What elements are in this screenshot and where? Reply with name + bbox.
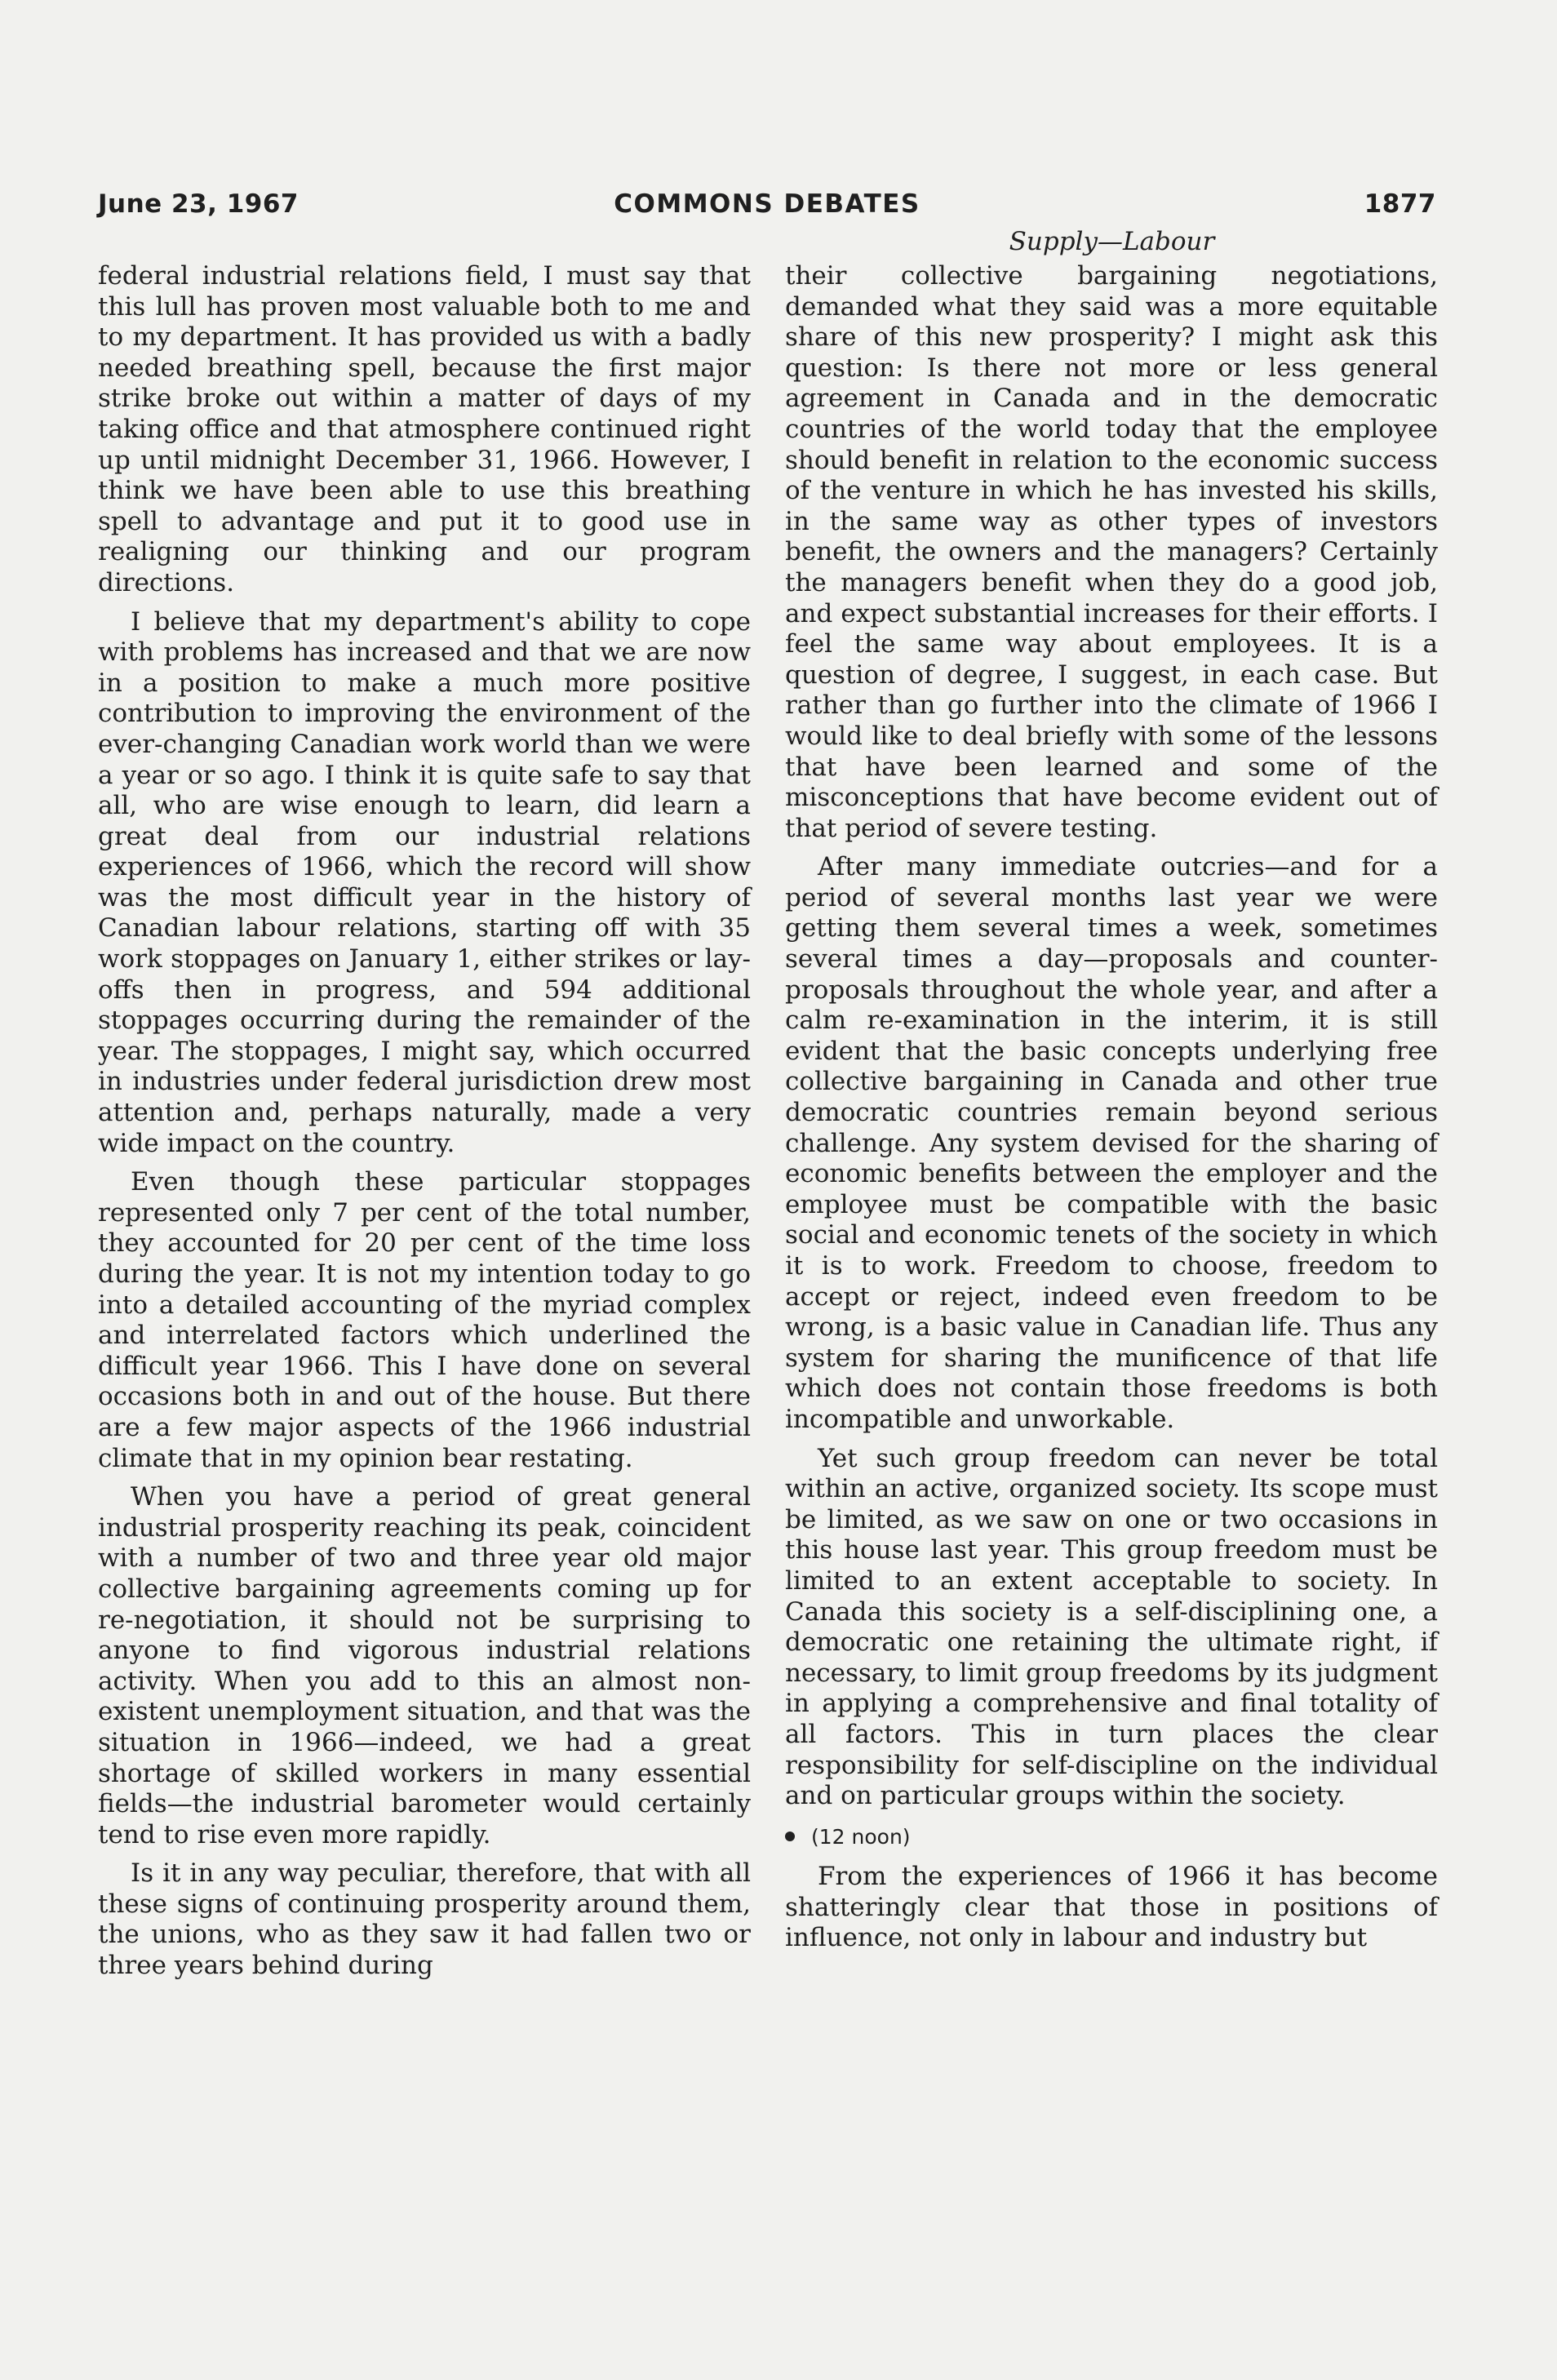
paragraph: Even though these particular stoppages represented only 7 per cent of the total number, they accounted for 20 per cent of the time loss during the year. It is not my intention today to go into a detailed accounting of the myriad complex and interrelated factors which underlined the difficult year 1966. This I have done on several occasions both in and out of the house. But there are a few major aspects of the 1966 industrial climate that in my opinion bear restating. — [98, 1167, 751, 1473]
paragraph: federal industrial relations field, I must say that this lull has proven most valuable both to me and to my department. It has provided us with a badly needed breathing spell, because the first major strike broke out within a matter of days of my taking office and that atmosphere continued right up until midnight December 31, 1966. However, I think we have been able to use this breathing spell to advantage and put it to good use in realigning our thinking and our program directions. — [98, 261, 751, 597]
left-column — [98, 261, 751, 1990]
paragraph: From the experiences of 1966 it has become shatteringly clear that those in positions of influence, not only in labour and industry but — [785, 1862, 1438, 1953]
paragraph: their collective bargaining negotiations, demanded what they said was a more equitable share of this new prosperity? I might ask this question: Is there not more or less general agreement in Canada and in the democratic countries of the world today that the employee should benefit in relation to the economic success of the venture in which he has invested his skills, in the same way as other types of investors benefit, the owners and the managers? Certainly the managers benefit when they do a good job, and expect substantial increases for their efforts. I feel the same way about employees. It is a question of degree, I suggest, in each case. But rather than go further into the climate of 1966 I would like to deal briefly with some of the lessons that have been learned and some of the misconceptions that have become evident out of that period of severe testing. — [785, 261, 1438, 843]
section-subheader: Supply—Labour — [1009, 227, 1215, 256]
page-header — [98, 186, 1436, 222]
paragraph: After many immediate outcries—and for a period of several months last year we were getting them several times a week, sometimes several times a day—proposals and counter-proposals throughout the whole year, and after a calm re-examination in the interim, it is still evident that the basic concepts underlying free collective bargaining in Canada and other true democratic countries remain beyond serious challenge. Any system devised for the sharing of economic benefits between the employer and the employee must be compatible with the basic social and economic tenets of the society in which it is to work. Freedom to choose, freedom to accept or reject, indeed even freedom to be wrong, is a basic value in Canadian life. Thus any system for sharing the munificence of that life which does not contain those freedoms is both incompatible and unworkable. — [785, 852, 1438, 1434]
header-date: June 23, 1967 — [98, 189, 299, 219]
bullet-icon — [785, 1832, 795, 1841]
paragraph: Yet such group freedom can never be total within an active, organized society. Its scope must be limited, as we saw on one or two occasions in this house last year. This group freedom must be limited to an extent acceptable to society. In Canada this society is a self-disciplining one, a democratic one retaining the ultimate right, if necessary, to limit group freedoms by its judgment in applying a comprehensive and final totality of all factors. This in turn places the clear responsibility for self-discipline on the individual and on particular groups within the society. — [785, 1443, 1438, 1811]
header-title: COMMONS DEBATES — [614, 189, 920, 219]
page-number: 1877 — [1364, 189, 1436, 219]
paragraph: I believe that my department's ability to cope with problems has increased and that we are now in a position to make a much more positive contribution to improving the environment of the ever-changing Canadian work world than we were a year or so ago. I think it is quite safe to say that all, who are wise enough to learn, did learn a great deal from our industrial relations experiences of 1966, which the record will show was the most difficult year in the history of Canadian labour relations, starting off with 35 work stoppages on January 1, either strikes or lay-offs then in progress, and 594 additional stoppages occurring during the remainder of the year. The stoppages, I might say, which occurred in industries under federal jurisdiction drew most attention and, perhaps naturally, made a very wide impact on the country. — [98, 606, 751, 1158]
time-marker-label: (12 noon) — [811, 1824, 911, 1849]
paragraph: When you have a period of great general industrial prosperity reaching its peak, coincident with a number of two and three year old major collective bargaining agreements coming up for re-negotiation, it should not be surprising to anyone to find vigorous industrial relations activity. When you add to this an almost non-existent unemployment situation, and that was the situation in 1966—indeed, we had a great shortage of skilled workers in many essential fields—the industrial barometer would certainly tend to rise even more rapidly. — [98, 1482, 751, 1849]
right-column — [785, 261, 1438, 1962]
paragraph: Is it in any way peculiar, therefore, that with all these signs of continuing prosperity around them, the unions, who as they saw it had fallen two or three years behind during — [98, 1858, 751, 1981]
time-marker — [785, 1822, 1438, 1853]
